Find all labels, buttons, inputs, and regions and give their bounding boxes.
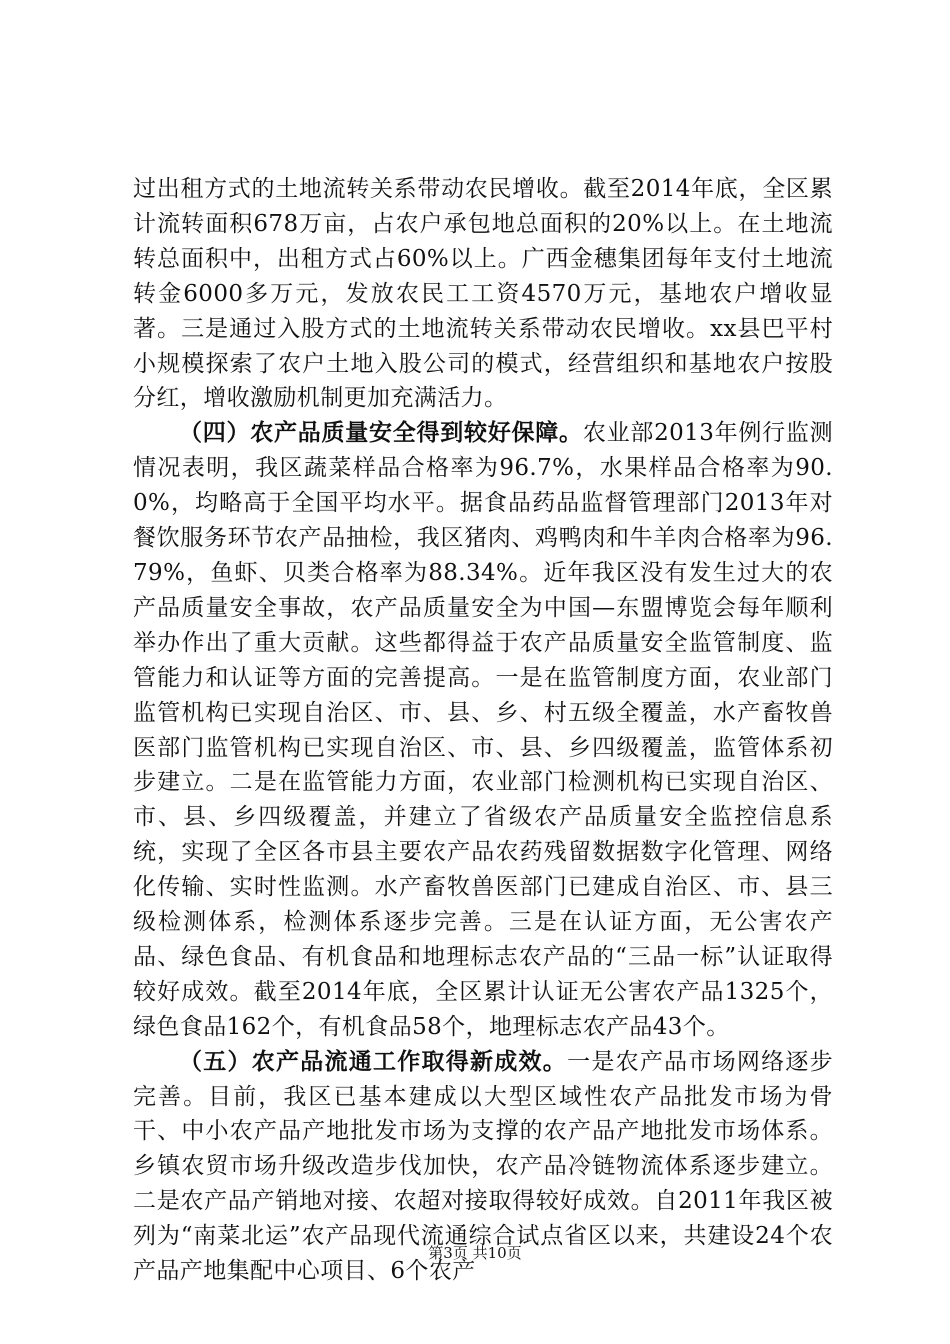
- paragraph-text: 农业部2013年例行监测情况表明，我区蔬菜样品合格率为96.7%，水果样品合格率为90.0%，均略高于全国平均水平。据食品药品监督管理部门2013年对餐饮服务环节农产品抽检，我区猪肉、鸡鸭肉和牛羊肉合格率为96.79%，鱼虾、贝类合格率为88.34%。近年我区没有发生过大的农产品质量安全事故，农产品质量安全为中国—东盟博览会每年顺利举办作出了重大贡献。这些都得益于农产品质量安全监管制度、监管能力和认证等方面的完善提高。一是在监管制度方面，农业部门监管机构已实现自治区、市、县、乡、村五级全覆盖，水产畜牧兽医部门监管机构已实现自治区、市、县、乡四级覆盖，监管体系初步建立。二是在监管能力方面，农业部门检测机构已实现自治区、市、县、乡四级覆盖，并建立了省级农产品质量安全监控信息系统，实现了全区各市县主要农产品农药残留数据数字化管理、网络化传输、实时性监测。水产畜牧兽医部门已建成自治区、市、县三级检测体系，检测体系逐步完善。三是在认证方面，无公害农产品、绿色食品、有机食品和地理标志农产品的“三品一标”认证取得较好成效。截至2014年底，全区累计认证无公害农产品1325个，绿色食品162个，有机食品58个，地理标志农产品43个。: [133, 420, 833, 1040]
- paragraph-land-transfer: [133, 172, 833, 416]
- paragraph-quality-safety: [133, 416, 833, 1044]
- paragraph-text: 过出租方式的土地流转关系带动农民增收。截至2014年底，全区累计流转面积678万亩，占农户承包地总面积的20%以上。在土地流转总面积中，出租方式占60%以上。广西金穗集团每年支付土地流转金6000多万元，发放农民工工资4570万元，基地农户增收显著。三是通过入股方式的土地流转关系带动农民增收。xx县巴平村小规模探索了农户土地入股公司的模式，经营组织和基地农户按股分红，增收激励机制更加充满活力。: [133, 176, 833, 412]
- document-body: [133, 172, 833, 1289]
- page-footer: 第3页 共10页: [428, 1244, 522, 1262]
- section-heading-five: （五）农产品流通工作取得新成效。: [179, 1048, 568, 1075]
- paragraph-text: 一是农产品市场网络逐步完善。目前，我区已基本建成以大型区域性农产品批发市场为骨干、中小农产品产地批发市场为支撑的农产品产地批发市场体系。乡镇农贸市场升级改造步伐加快，农产品冷链物流体系逐步建立。二是农产品产销地对接、农超对接取得较好成效。自2011年我区被列为“南菜北运”农产品现代流通综合试点省区以来，共建设24个农产品产地集配中心项目、6个农产: [133, 1048, 833, 1285]
- section-heading-four: （四）农产品质量安全得到较好保障。: [179, 420, 583, 447]
